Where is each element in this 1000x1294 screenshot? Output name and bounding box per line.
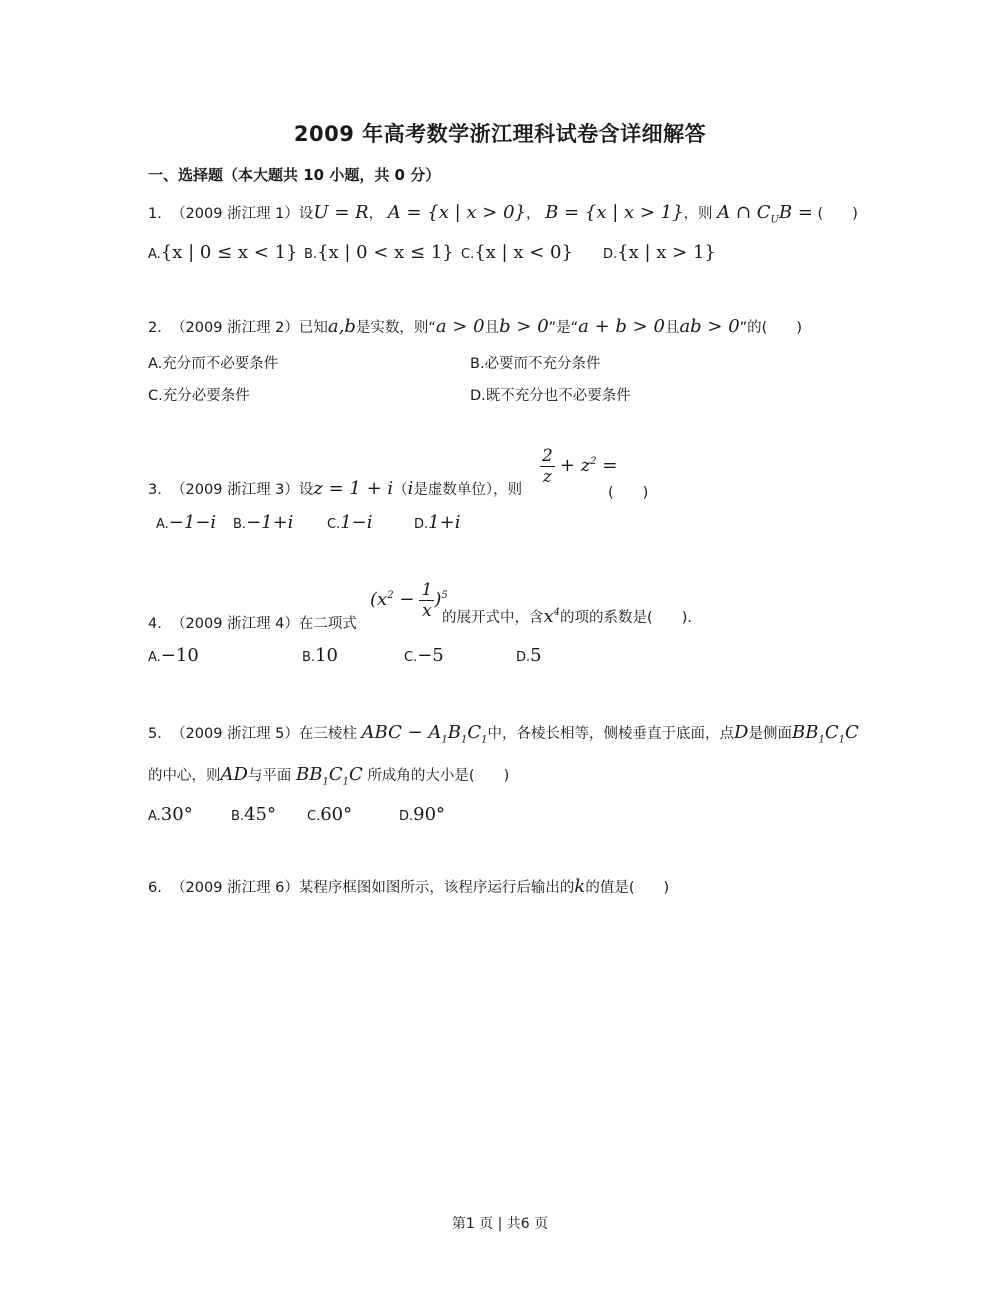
math-expression: A ∩ $C_UB$ = [717,202,813,226]
q2-option-d: D.既不充分也不必要条件 [470,388,631,404]
question-2: 2. （2009 浙江理 2）已知a,b是实数，则“a > 0且b > 0”是“a + b > 0且ab > 0”的( ) [148,316,802,337]
q3-option-a: A.−1−i [156,512,217,533]
math-ab: a,b [327,316,356,337]
q1-option-a: A.{x | 0 ≤ x < 1} [148,242,298,263]
math-cond-3: a + b > 0 [578,316,665,337]
q1-option-b: B.{x | 0 < x ≤ 1} [304,242,454,263]
question-text: ，则 [683,206,713,222]
answer-paren: ( ) [608,485,649,501]
q1-option-c: C.{x | x < 0} [461,242,573,263]
question-4-suffix: 的展开式中，含$x^4$的项的系数是( ). [442,606,692,627]
question-source: （2009 浙江理 1） [171,206,299,222]
q4-option-d: D.5 [516,645,542,666]
math-universe: U = R [313,202,369,223]
question-3: 3. （2009 浙江理 3）设z = 1 + i（i是虚数单位），则 [148,478,523,499]
question-text: 设 [298,206,314,222]
page-footer: 第1 页 | 共6 页 [451,1216,549,1232]
question-source: （2009 浙江理 4） [171,616,299,632]
q1-option-d: D.{x | x > 1} [603,242,716,263]
math-cond-4: ab > 0 [679,316,740,337]
question-number: 2. [148,320,162,336]
math-k: k [574,876,586,897]
q4-option-b: B.10 [302,645,338,666]
q5-option-c: C.60° [307,804,353,825]
question-number: 3. [148,482,162,498]
question-source: （2009 浙江理 5） [171,726,299,742]
question-source: （2009 浙江理 6） [171,880,299,896]
q3-option-b: B.−1+i [233,512,294,533]
math-binomial: ($x^2$ − $\frac{1}{x}$ )$^5$ [370,580,448,621]
q3-option-d: D.1+i [414,512,461,533]
math-prism: ABC − $A_1B_1C_1$ [361,722,488,746]
question-5-line2: 的中心，则AD与平面 $BB_1C_1C$ 所成角的大小是( ) [148,764,510,788]
math-plane: $BB_1C_1C$ [296,764,363,788]
page-title: 2009 年高考数学浙江理科试卷含详细解答 [293,122,707,146]
math-cond-2: b > 0 [499,316,549,337]
question-number: 5. [148,726,162,742]
q4-option-a: A.−10 [148,645,199,666]
question-5: 5. （2009 浙江理 5）在三棱柱 ABC − $A_1B_1C_1$中，各棱长相等，侧棱垂直于底面，点D是侧面$BB_1C_1C$ [148,722,859,746]
math-face: $BB_1C_1C$ [791,722,859,746]
question-number: 4. [148,616,162,632]
section-heading: 一、选择题（本大题共 10 小题，共 0 分） [148,166,441,184]
math-ad: AD [220,764,248,785]
question-1: 1. （2009 浙江理 1）设U = R， A = {x | x > 0}， B = {x | x > 1}，则 A ∩ $C_UB$ = ( ) [148,202,858,226]
answer-paren: ( ) [817,206,858,222]
q5-option-b: B.45° [231,804,276,825]
q5-option-a: A.30° [148,804,193,825]
math-set-a: A = {x | x > 0} [387,202,526,223]
question-number: 6. [148,880,162,896]
question-6: 6. （2009 浙江理 6）某程序框图如图所示，该程序运行后输出的k的值是( ) [148,876,670,897]
q3-option-c: C.1−i [327,512,373,533]
q2-option-a: A.充分而不必要条件 [148,356,279,372]
question-source: （2009 浙江理 2） [171,320,299,336]
math-point-d: D [734,722,749,743]
question-4-prefix: 4. （2009 浙江理 4）在二项式 [148,616,357,632]
q4-option-c: C.−5 [404,645,444,666]
math-i: i [407,478,414,499]
math-set-b: B = {x | x > 1} [545,202,684,223]
question-number: 1. [148,206,162,222]
q5-option-d: D.90° [399,804,446,825]
math-fraction-expression: $\frac{2}{z}$ + $z^2$ = [542,446,618,487]
math-cond-1: a > 0 [435,316,485,337]
question-source: （2009 浙江理 3） [171,482,299,498]
q2-option-c: C.充分必要条件 [148,388,250,404]
math-z: z = 1 + i [313,478,394,499]
q2-option-b: B.必要而不充分条件 [470,356,601,372]
